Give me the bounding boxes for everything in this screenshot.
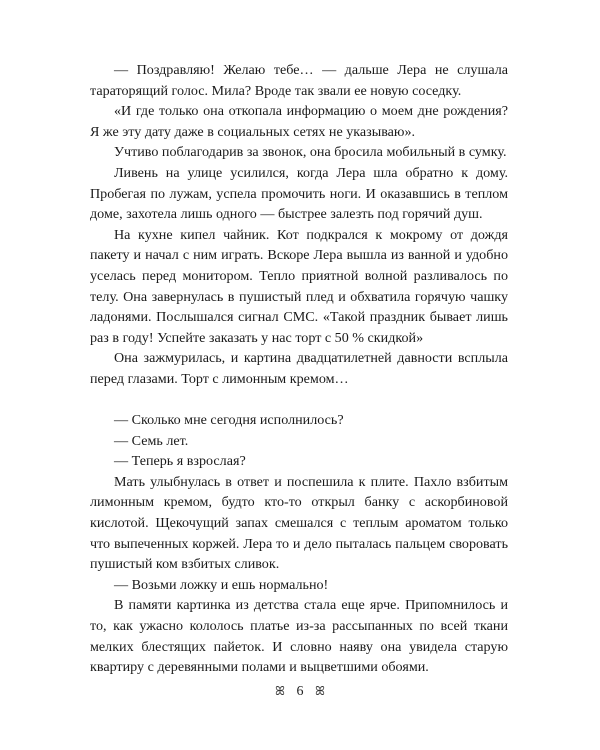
dialogue-line: — Возьми ложку и ешь нормально!: [114, 576, 329, 593]
dialogue-line: — Сколько мне сегодня исполнилось?: [114, 412, 344, 429]
paragraph: Она зажмурилась, и картина двадцатилетней давности всплыла перед глазами. Торт с лимонным кремом…: [90, 350, 508, 387]
dialogue-line: — Теперь я взрослая?: [114, 453, 246, 470]
paragraph: Ливень на улице усилился, когда Лера шла обратно к дому. Пробегая по лужам, успела промочить ноги. И оказавшись в теплом доме, захотела лишь одного — быстрее залезть под горячий душ.: [90, 164, 508, 223]
paragraph: В памяти картинка из детства стала еще ярче. Припомнилось и то, как ужасно кололось платье из-за рассыпанных по всей ткани мелких блестящих пайеток. И словно наяву она увидела старую квартиру с деревянными полами и выцветшими обоями.: [90, 597, 508, 676]
ornament-left-icon: ꕤ: [275, 684, 285, 698]
page-footer: [0, 684, 600, 700]
dialogue-line: — Семь лет.: [114, 432, 189, 449]
ornament-right-icon: ꕤ: [315, 684, 325, 698]
paragraph: «И где только она откопала информацию о моем дне рождения? Я же эту дату даже в социальных сетях не указываю».: [90, 103, 508, 140]
paragraph: На кухне кипел чайник. Кот подкрался к мокрому от дождя пакету и начал с ним играть. Вскоре Лера вышла из ванной и удобно уселась перед монитором. Тепло приятной волной разливалось по телу. Она завернулась в пушистый плед и обхватила горячую чашку ладонями. Послышался сигнал СМС. «Такой праздник бывает лишь раз в году! Успейте заказать у нас торт с 50 % скидкой»: [90, 226, 508, 346]
paragraph: Мать улыбнулась в ответ и поспешила к плите. Пахло взбитым лимонным кремом, будто кто-то открыл банку с аскорбиновой кислотой. Щекочущий запах смешался с теплым ароматом только что выпеченных коржей. Лера то и дело пыталась пальцем своровать пушистый ком взбитых сливок.: [90, 473, 508, 573]
paragraph: Учтиво поблагодарив за звонок, она бросила мобильный в сумку.: [114, 144, 507, 161]
paragraph: — Поздравляю! Желаю тебе… — дальше Лера не слушала тараторящий голос. Мила? Вроде так звали ее новую соседку.: [90, 62, 508, 99]
page-number: 6: [296, 684, 304, 699]
body-text: [90, 60, 508, 678]
